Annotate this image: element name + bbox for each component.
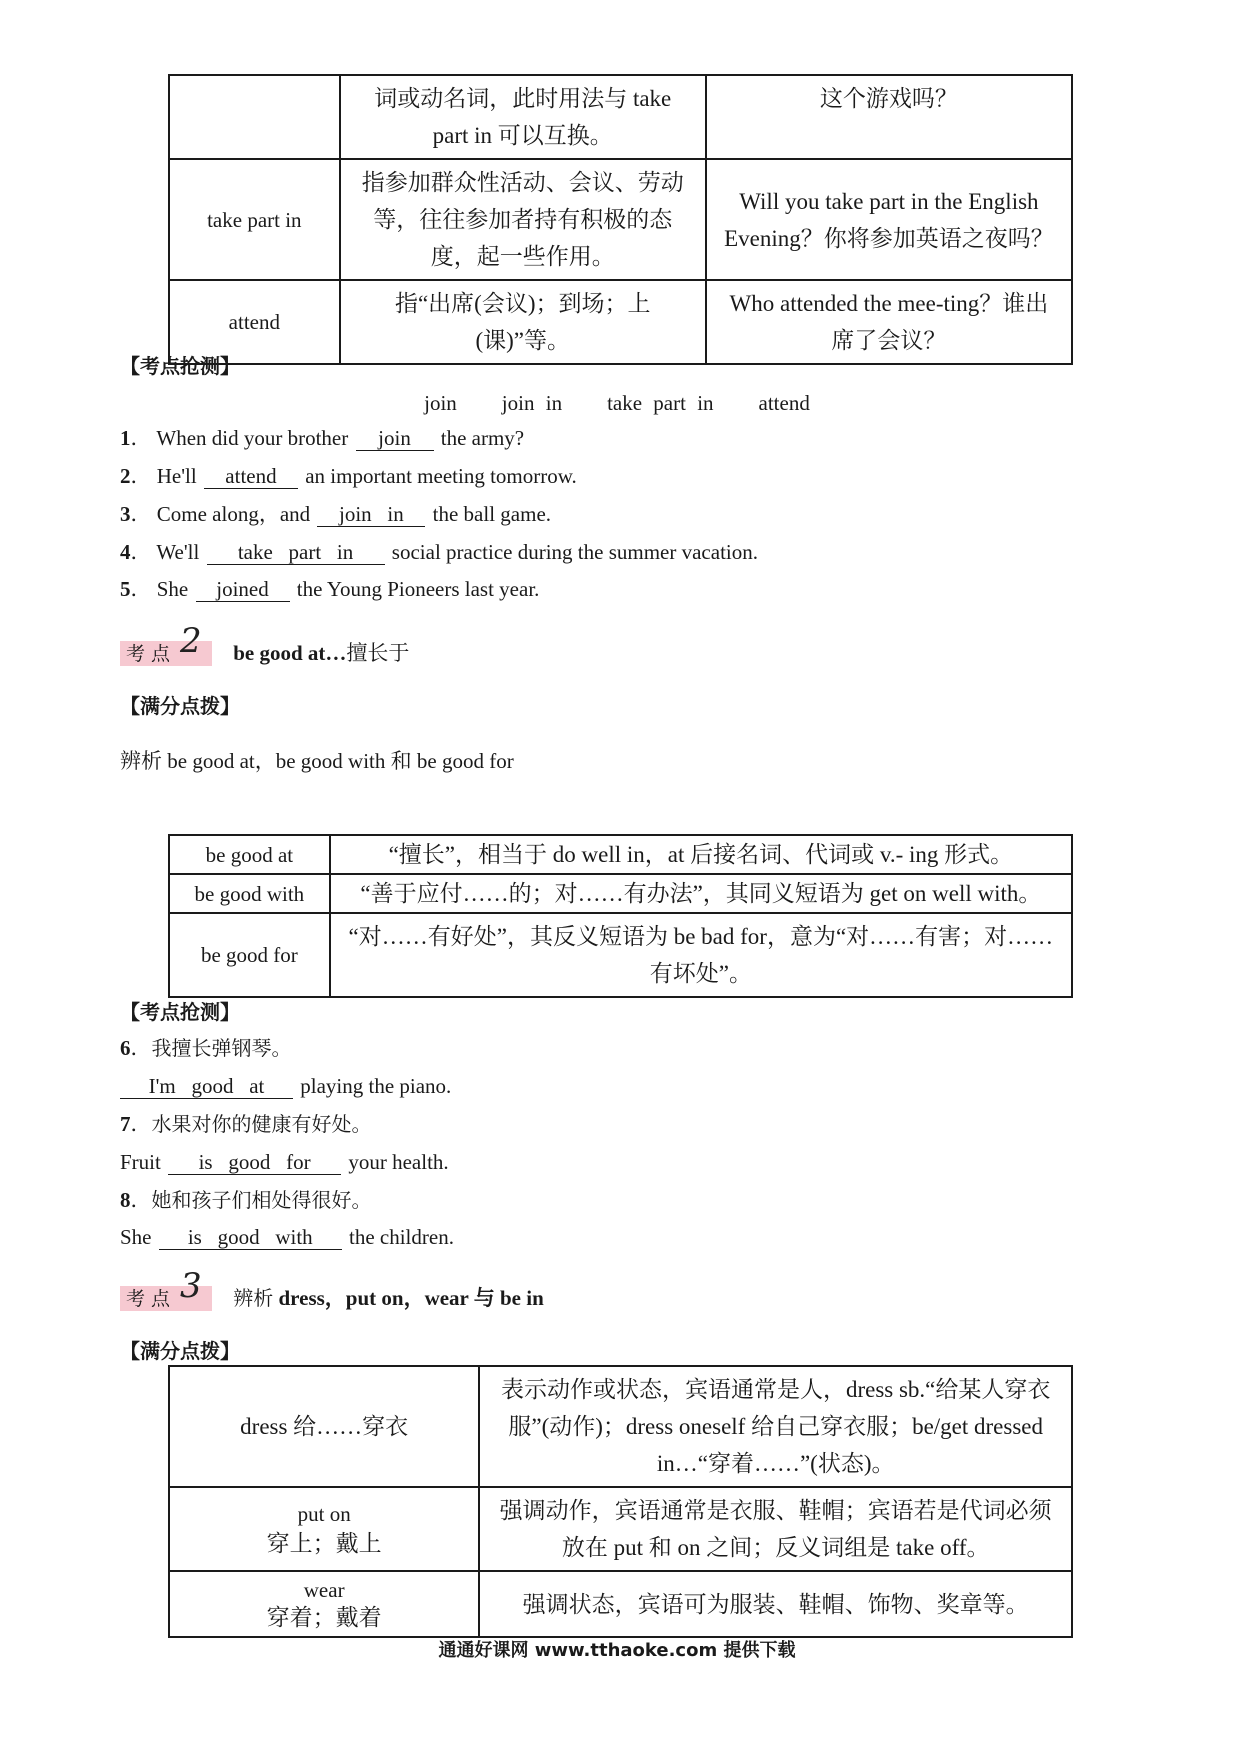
- kaodian-title-pre: 辨析: [233, 1286, 274, 1310]
- exercise-item: 1． When did your brother join the army?: [120, 426, 525, 450]
- comparison-table-be-good: [168, 834, 1073, 998]
- item-text-after: social practice during the summer vacation.: [391, 540, 758, 564]
- table-cell-usage: 表示动作或状态，宾语通常是人，dress sb.“给某人穿衣服”(动作)；dress oneself 给自己穿衣服；be/get dressed in…“穿着……”(状态)。: [479, 1366, 1072, 1487]
- exercise-item: [120, 1222, 454, 1252]
- exercise-prompt: 6．我擅长弹钢琴。: [120, 1036, 292, 1060]
- table-cell-word: [169, 75, 340, 159]
- comparison-table-dress: [168, 1365, 1073, 1638]
- table-cell-meaning: “擅长”，相当于 do well in，at 后接名词、代词或 v.- ing 形式。: [330, 835, 1072, 874]
- table-row: [169, 280, 1072, 364]
- table-cell-meaning: “善于应付……的；对……有办法”，其同义短语为 get on well with。: [330, 874, 1072, 913]
- item-number: 8: [120, 1188, 131, 1212]
- table-cell-usage: 指“出席(会议)；到场；上(课)”等。: [340, 280, 706, 364]
- item-prompt: 她和孩子们相处得很好。: [151, 1188, 372, 1212]
- kaodian-badge-label: 考 点: [126, 1288, 171, 1310]
- section-heading-tips: 【满分点拨】: [120, 694, 240, 718]
- kaodian-badge-label: 考 点: [126, 643, 171, 665]
- intro-text: 辨析 be good at，be good with 和 be good for: [120, 749, 514, 773]
- item-text-after: your health.: [348, 1150, 449, 1174]
- word-cn: 穿上；戴上: [266, 1531, 382, 1556]
- item-text-after: the army?: [440, 426, 525, 450]
- item-text-before: She: [156, 577, 189, 601]
- table-cell-word: [169, 1571, 479, 1637]
- exercise-prompt: 8．她和孩子们相处得很好。: [120, 1188, 372, 1212]
- item-text-after: the Young Pioneers last year.: [296, 577, 540, 601]
- answer-blank: take part in: [207, 540, 385, 565]
- table-cell-word: [169, 1366, 479, 1487]
- word-label: dress 给……穿衣: [240, 1414, 409, 1439]
- table-row: [169, 1366, 1072, 1487]
- answer-blank: I'm good at: [120, 1074, 293, 1099]
- item-prompt: 我擅长弹钢琴。: [151, 1036, 292, 1060]
- table-cell-phrase: be good with: [169, 874, 330, 913]
- word-bank: join join in take part in attend: [424, 391, 810, 415]
- kaodian-number: 3: [180, 1266, 202, 1306]
- item-text-before: Fruit: [120, 1150, 161, 1174]
- table-cell-usage: 强调动作，宾语通常是衣服、鞋帽；宾语若是代词必须放在 put 和 on 之间；反义词组是 take off。: [479, 1487, 1072, 1571]
- item-text-after: the ball game.: [432, 502, 552, 526]
- table-row: [169, 874, 1072, 913]
- item-text-before: We'll: [156, 540, 200, 564]
- kaodian-title-en: dress，put on，wear 与 be in: [278, 1286, 544, 1310]
- table-row: [169, 835, 1072, 874]
- section-heading-tips: 【满分点拨】: [120, 1339, 240, 1363]
- kaodian-badge: [120, 621, 212, 666]
- answer-blank: join in: [317, 502, 425, 527]
- table-cell-word: [169, 1487, 479, 1571]
- table-row: [169, 1487, 1072, 1571]
- item-number: 3: [120, 502, 131, 526]
- table-cell-usage: 强调状态，宾语可为服装、鞋帽、饰物、奖章等。: [479, 1571, 1072, 1637]
- table-row: [169, 1571, 1072, 1637]
- item-number: 1: [120, 426, 131, 450]
- item-number: 4: [120, 540, 131, 564]
- kaodian-number: 2: [180, 621, 202, 661]
- item-text-after: playing the piano.: [300, 1074, 452, 1098]
- exercise-item: [120, 1071, 451, 1101]
- item-number: 7: [120, 1112, 131, 1136]
- exercise-item: [120, 1147, 449, 1177]
- word-label: put on: [297, 1502, 351, 1526]
- exercise-item: 4． We'll take part in social practice during the summer vacation.: [120, 540, 758, 564]
- answer-blank: attend: [204, 464, 298, 489]
- answer-blank: is good with: [159, 1225, 342, 1250]
- table-cell-usage: 指参加群众性活动、会议、劳动等，往往参加者持有积极的态度，起一些作用。: [340, 159, 706, 280]
- table-row: [169, 159, 1072, 280]
- table-row: [169, 75, 1072, 159]
- item-text-before: He'll: [156, 464, 197, 488]
- table-cell-phrase: be good at: [169, 835, 330, 874]
- exercise-item: 2． He'll attend an important meeting tomorrow.: [120, 464, 577, 488]
- table-cell-example: 这个游戏吗？: [706, 75, 1072, 159]
- item-number: 5: [120, 577, 131, 601]
- answer-blank: join: [356, 426, 434, 451]
- kaodian-badge: [120, 1266, 212, 1311]
- kaodian-2-heading: [120, 621, 410, 667]
- kaodian-title-en: be good at…: [233, 641, 347, 665]
- table-cell-phrase: be good for: [169, 913, 330, 997]
- table-cell-meaning: “对……有好处”，其反义短语为 be bad for，意为“对……有害；对……有坏处”。: [330, 913, 1072, 997]
- word-cn: 穿着；戴着: [266, 1605, 382, 1630]
- kaodian-title-cn: 擅长于: [346, 641, 410, 665]
- answer-blank: joined: [196, 577, 290, 602]
- section-heading-quiz: 【考点抢测】: [120, 354, 240, 378]
- section-heading-quiz: 【考点抢测】: [120, 1000, 240, 1024]
- exercise-item: 5． She joined the Young Pioneers last year.: [120, 577, 540, 601]
- exercise-prompt: 7．水果对你的健康有好处。: [120, 1112, 372, 1136]
- page-footer: 通通好课网 www.tthaoke.com 提供下载: [438, 1640, 796, 1661]
- table-cell-word: take part in: [169, 159, 340, 280]
- item-number: 2: [120, 464, 131, 488]
- table-cell-word: attend: [169, 280, 340, 364]
- word-label: wear: [303, 1578, 345, 1602]
- item-number: 6: [120, 1036, 131, 1060]
- item-text-before: She: [120, 1225, 152, 1249]
- item-text-after: an important meeting tomorrow.: [305, 464, 577, 488]
- item-prompt: 水果对你的健康有好处。: [151, 1112, 372, 1136]
- item-text-after: the children.: [349, 1225, 454, 1249]
- item-text-before: Come along，and: [156, 502, 311, 526]
- item-text-before: When did your brother: [156, 426, 349, 450]
- kaodian-3-heading: [120, 1266, 544, 1312]
- table-cell-example: Who attended the mee-ting？谁出席了会议？: [706, 280, 1072, 364]
- comparison-table-join: [168, 74, 1073, 365]
- answer-blank: is good for: [168, 1150, 341, 1175]
- exercise-item: 3． Come along，and join in the ball game.: [120, 502, 552, 526]
- table-cell-example: Will you take part in the English Evening？你将参加英语之夜吗？: [706, 159, 1072, 280]
- table-cell-usage: 词或动名词，此时用法与 take part in 可以互换。: [340, 75, 706, 159]
- table-row: [169, 913, 1072, 997]
